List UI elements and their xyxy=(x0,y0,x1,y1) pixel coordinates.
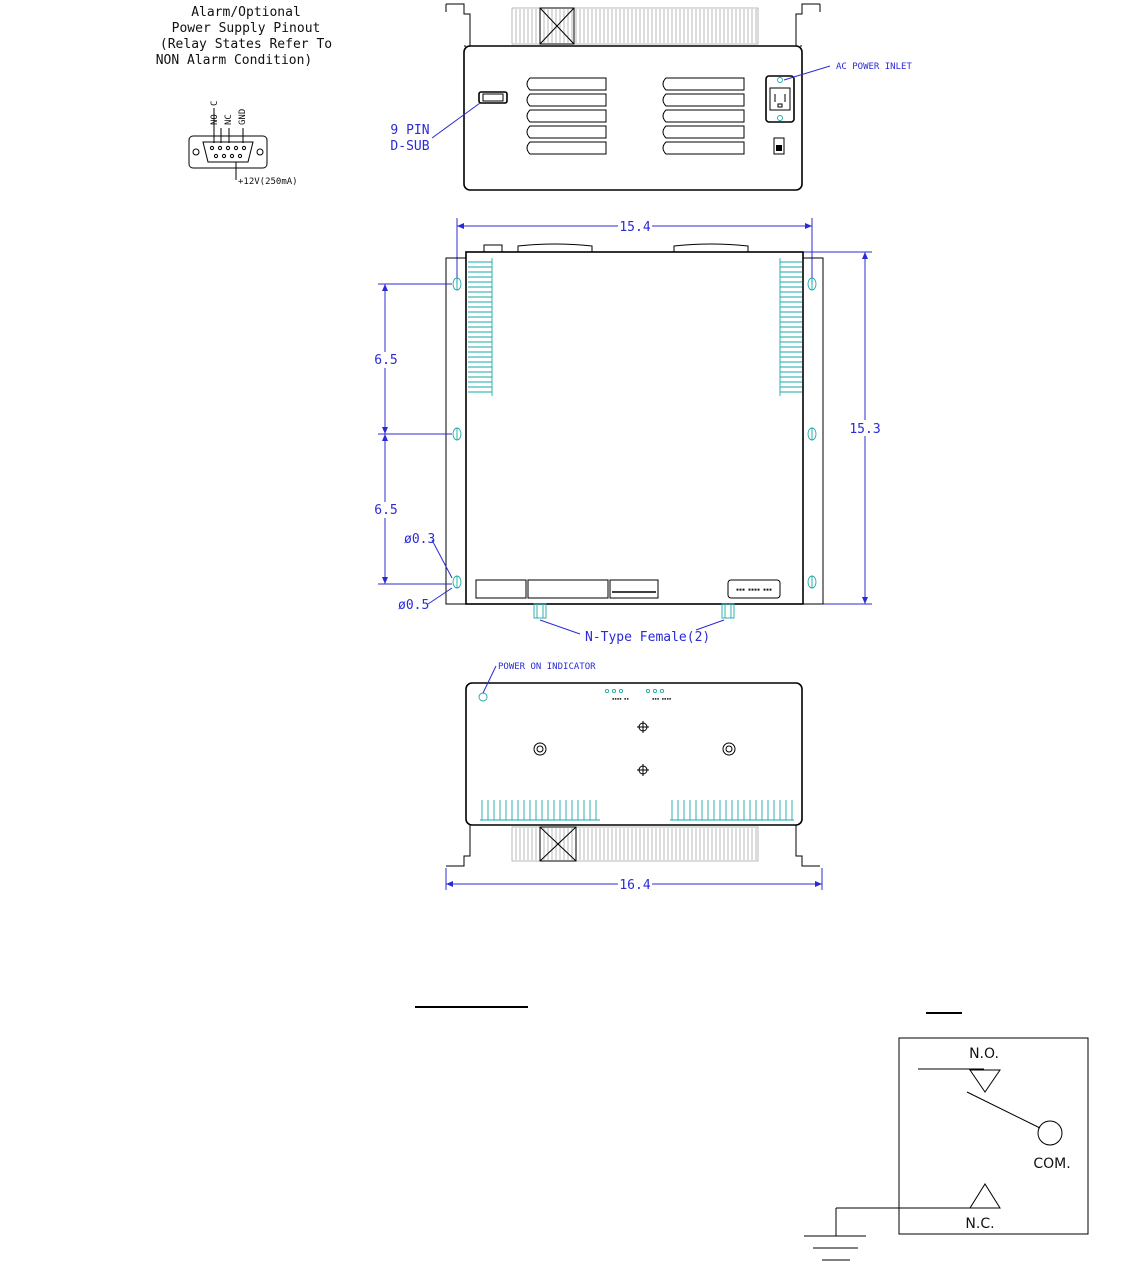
heatsink-fins-left xyxy=(468,258,492,396)
pinout-title-line1: Alarm/Optional xyxy=(191,5,301,20)
spacing-top-label: 6.5 xyxy=(374,353,398,368)
svg-text:▪▪▪ ▪▪▪▪ ▪▪▪: ▪▪▪ ▪▪▪▪ ▪▪▪ xyxy=(735,587,773,593)
top-view xyxy=(374,218,882,645)
hole-large-label: ø0.5 xyxy=(398,598,430,613)
spacing-bottom-label: 6.5 xyxy=(374,503,398,518)
dsub-face xyxy=(203,142,253,162)
relay-com-terminal xyxy=(1038,1121,1062,1145)
front-view xyxy=(446,662,822,893)
front-width-dim-label: 16.4 xyxy=(619,878,651,893)
width-dim-label: 15.4 xyxy=(619,220,651,235)
svg-text:▪▪▪ ▪▪▪▪: ▪▪▪ ▪▪▪▪ xyxy=(652,696,672,701)
front-fins-left xyxy=(480,800,600,820)
pin-label-gnd: GND xyxy=(238,108,248,125)
supply-label: +12V(250mA) xyxy=(238,177,298,187)
dsub-leader xyxy=(432,103,480,138)
ac-inlet-leader xyxy=(784,66,830,80)
rear-vents-right xyxy=(663,78,744,154)
chassis-body xyxy=(466,252,803,604)
pinout-title-line3: (Relay States Refer To xyxy=(159,37,333,52)
pin-label-c: C xyxy=(210,100,220,106)
pin-label-no: NO xyxy=(210,114,220,125)
dsub-pins xyxy=(210,146,245,157)
heatsink-fins-right xyxy=(780,258,802,396)
relay-com-label: COM. xyxy=(1033,1156,1071,1172)
svg-text:▪▪▪▪ ▪▪: ▪▪▪▪ ▪▪ xyxy=(612,696,629,701)
connector-label: N-Type Female(2) xyxy=(585,630,711,645)
dsub-label-line2: D-SUB xyxy=(390,139,430,154)
pinout-title-line4: NON Alarm Condition) xyxy=(155,53,313,68)
mounting-holes xyxy=(453,278,816,588)
status-leds xyxy=(605,689,663,692)
rear-panel xyxy=(464,46,802,190)
relay-no-contact xyxy=(970,1070,1000,1092)
dsub-shell xyxy=(189,136,267,168)
right-flange xyxy=(803,258,823,604)
pinout-title-line2: Power Supply Pinout xyxy=(171,21,321,36)
dsub-screw-right xyxy=(257,149,263,155)
relay-nc-label: N.C. xyxy=(965,1216,995,1232)
hole-small-label: ø0.3 xyxy=(404,532,436,547)
power-indicator-label: POWER ON INDICATOR xyxy=(498,662,596,672)
front-screws xyxy=(534,721,735,776)
dsub-label-line1: 9 PIN xyxy=(390,123,430,138)
front-panel xyxy=(466,683,802,825)
power-indicator xyxy=(479,693,487,701)
front-fins-right xyxy=(670,800,794,820)
relay-no-label: N.O. xyxy=(969,1046,999,1062)
dsub-screw-left xyxy=(193,149,199,155)
rear-view xyxy=(390,4,912,190)
ac-inlet-label: AC POWER INLET xyxy=(836,62,912,72)
relay-diagram xyxy=(804,1038,1088,1260)
left-flange xyxy=(446,258,466,604)
relay-armature xyxy=(967,1092,1040,1128)
pinout-section xyxy=(156,5,332,187)
n-type-connectors xyxy=(534,604,734,618)
height-dim-label: 15.3 xyxy=(849,422,881,437)
relay-nc-contact xyxy=(970,1184,1000,1208)
pin-label-nc: NC xyxy=(224,114,234,125)
rear-vents-left xyxy=(527,78,606,154)
rear-fan-grille xyxy=(512,8,758,44)
relay-box xyxy=(899,1038,1088,1234)
